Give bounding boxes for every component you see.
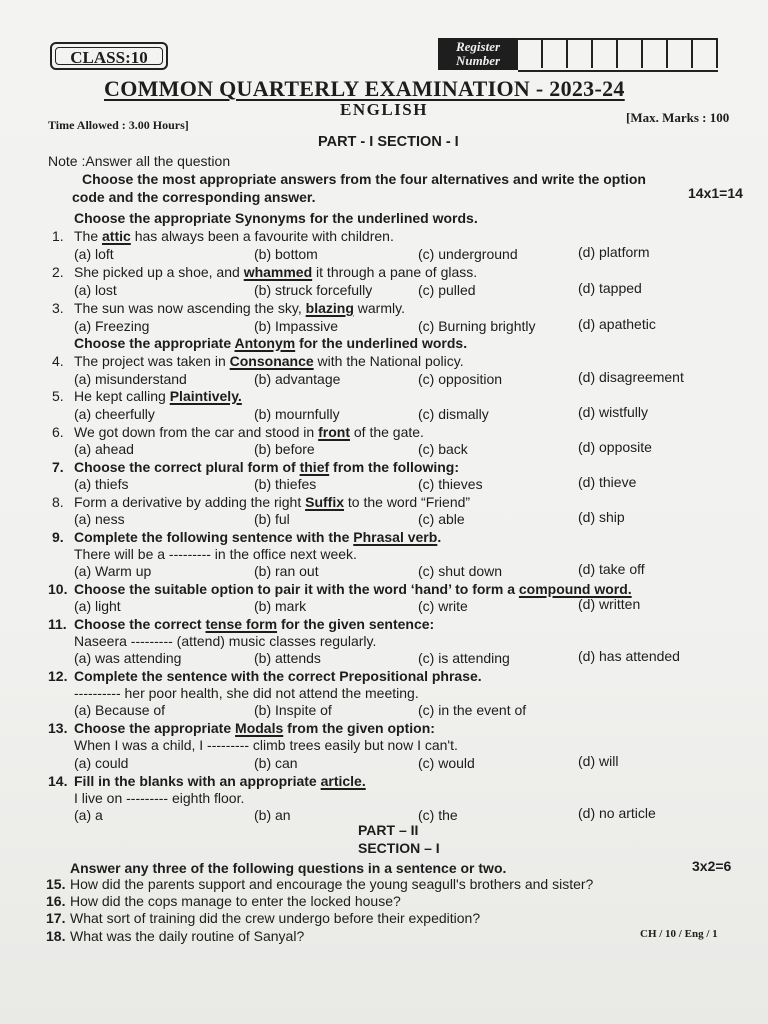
question-4-option-c: (c) opposition [418, 371, 503, 387]
note: Note :Answer all the question [48, 153, 231, 169]
antonym-instruction: Choose the appropriate Antonym for the underlined words. [74, 335, 468, 351]
question-number: 17. [46, 910, 66, 926]
question-text: The sun was now ascending the sky, [74, 300, 306, 316]
question-text: it through a pane of glass. [312, 264, 478, 280]
max-marks: [Max. Marks : 100 [626, 110, 730, 125]
question-6-option-a: (a) ahead [74, 441, 134, 457]
question-2-option-d: (d) tapped [578, 280, 642, 296]
question-3-text [52, 300, 405, 316]
register-digit-box [618, 40, 643, 68]
time-allowed: Time Allowed : 3.00 Hours] [48, 118, 189, 132]
question-text: He kept calling [74, 388, 170, 404]
question-key-word: thief [299, 459, 330, 475]
question-text: Choose the correct plural form of [74, 459, 300, 475]
register-digit-box [518, 40, 543, 68]
part2-marks: 3x2=6 [692, 858, 732, 874]
question-text: We got down from the car and stood in [74, 424, 319, 440]
question-text: Complete the sentence with the correct Prepositional phrase. [74, 668, 482, 684]
question-number: 14. [48, 773, 68, 789]
question-text: She picked up a shoe, and [74, 264, 244, 280]
question-number: 8. [52, 494, 64, 510]
question-1-text [52, 228, 394, 244]
question-text: for the given sentence: [277, 616, 435, 632]
question-number: 11. [48, 616, 67, 632]
question-8-option-a: (a) ness [74, 511, 125, 527]
question-key-word: Consonance [229, 353, 314, 369]
question-7-option-c: (c) thieves [418, 476, 483, 492]
question-10-option-b: (b) mark [254, 598, 307, 614]
question-number: 12. [48, 668, 68, 684]
question-3-option-c: (c) Burning brightly [418, 318, 536, 334]
register-digit-box [568, 40, 593, 68]
question-4-option-a: (a) misunderstand [74, 371, 187, 387]
question-9-option-d: (d) take off [578, 561, 645, 577]
question-11-option-c: (c) is attending [418, 650, 510, 666]
question-5-option-b: (b) mournfully [254, 406, 340, 422]
question-2-option-b: (b) struck forcefully [254, 282, 373, 298]
question-key-word: tense form [205, 616, 278, 632]
question-number: 4. [52, 353, 64, 369]
question-key-word: Phrasal verb [353, 529, 438, 545]
register-digit-box [693, 40, 718, 68]
question-11-option-d: (d) has attended [578, 648, 680, 664]
question-5-option-d: (d) wistfully [578, 404, 649, 420]
question-13-sentence: When I was a child, I --------- climb trees easily but now I can't. [74, 737, 458, 753]
question-3-option-b: (b) Impassive [254, 318, 339, 334]
question-9-option-c: (c) shut down [418, 563, 503, 579]
question-11-sentence: Naseera --------- (attend) music classes regularly. [74, 633, 377, 649]
question-text: warmly. [353, 300, 405, 316]
question-text: What sort of training did the crew undergo before their expedition? [70, 910, 481, 926]
question-7-option-d: (d) thieve [578, 474, 637, 490]
question-12-text [48, 668, 482, 684]
register-digit-box [643, 40, 668, 68]
question-number: 1. [52, 228, 64, 244]
question-number: 15. [46, 876, 66, 892]
class-label-box [50, 42, 168, 70]
question-7-option-a: (a) thiefs [74, 476, 129, 492]
question-1-option-d: (d) platform [578, 244, 650, 260]
question-key-word: Modals [235, 720, 284, 736]
question-14-option-b: (b) an [254, 807, 291, 823]
question-key-word: whammed [243, 264, 313, 280]
question-text: The [74, 228, 103, 244]
question-13-option-b: (b) can [254, 755, 298, 771]
question-text: has always been a favourite with children. [130, 228, 394, 244]
question-6-option-c: (c) back [418, 441, 468, 457]
question-2-option-a: (a) lost [74, 282, 117, 298]
question-number: 2. [52, 264, 64, 280]
question-text: How did the parents support and encourage the young seagull's brothers and sister? [70, 876, 594, 892]
question-2-option-c: (c) pulled [418, 282, 476, 298]
question-5-option-c: (c) dismally [418, 406, 489, 422]
question-key-word: attic [102, 228, 131, 244]
question-13-text [48, 720, 435, 736]
question-10-option-c: (c) write [418, 598, 468, 614]
question-1-option-b: (b) bottom [254, 246, 318, 262]
question-number: 6. [52, 424, 64, 440]
question-key-word: blazing [305, 300, 354, 316]
question-7-text [52, 459, 459, 475]
question-14-option-d: (d) no article [578, 805, 656, 821]
part2-heading: PART – II [358, 822, 419, 838]
class-label: CLASS:10 [55, 47, 163, 65]
question-number: 9. [52, 529, 64, 545]
question-number: 18. [46, 928, 66, 944]
question-2-text [52, 264, 477, 280]
question-1-option-a: (a) loft [74, 246, 114, 262]
question-text: . [437, 529, 442, 545]
register-digit-box [543, 40, 568, 68]
question-8-text [52, 494, 470, 510]
part2-question-4 [46, 928, 304, 944]
exam-title: COMMON QUARTERLY EXAMINATION - 2023-24 [104, 76, 625, 101]
question-6-option-d: (d) opposite [578, 439, 652, 455]
question-5-option-a: (a) cheerfully [74, 406, 155, 422]
question-6-option-b: (b) before [254, 441, 315, 457]
question-text: Choose the appropriate [74, 720, 236, 736]
question-7-option-b: (b) thiefes [254, 476, 317, 492]
question-10-option-d: (d) written [578, 596, 641, 612]
question-number: 5. [52, 388, 64, 404]
question-14-sentence: I live on --------- eighth floor. [74, 790, 245, 806]
question-text: from the following: [329, 459, 460, 475]
register-digit-box [593, 40, 618, 68]
question-number: 10. [48, 581, 68, 597]
register-number-label: Register Number [438, 38, 518, 70]
part2-question-2 [46, 893, 401, 909]
part2-question-3 [46, 910, 480, 926]
question-13-option-a: (a) could [74, 755, 129, 771]
paper-code: CH / 10 / Eng / 1 [640, 928, 718, 940]
question-8-option-b: (b) ful [254, 511, 290, 527]
question-11-option-a: (a) was attending [74, 650, 182, 666]
question-text: What was the daily routine of Sanyal? [70, 928, 305, 944]
question-number: 7. [52, 459, 64, 475]
question-14-text [48, 773, 366, 789]
question-text: The project was taken in [74, 353, 230, 369]
question-12-option-b: (b) Inspite of [254, 702, 332, 718]
question-11-option-b: (b) attends [254, 650, 321, 666]
question-8-option-c: (c) able [418, 511, 465, 527]
question-9-option-a: (a) Warm up [74, 563, 152, 579]
question-12-option-a: (a) Because of [74, 702, 166, 718]
question-8-option-d: (d) ship [578, 509, 625, 525]
question-9-sentence: There will be a --------- in the office next week. [74, 546, 357, 562]
question-5-text [52, 388, 242, 404]
question-10-text [48, 581, 632, 597]
question-13-option-d: (d) will [578, 753, 619, 769]
question-14-option-c: (c) the [418, 807, 458, 823]
register-digit-box [668, 40, 693, 68]
question-11-text [48, 616, 434, 632]
part1-heading: PART - I SECTION - I [318, 134, 459, 150]
question-3-option-d: (d) apathetic [578, 316, 656, 332]
question-number: 13. [48, 720, 68, 736]
part2-instruction: Answer any three of the following questions in a sentence or two. [70, 860, 507, 876]
question-key-word: article. [320, 773, 366, 789]
part2-section: SECTION – I [358, 840, 440, 856]
subject-title: ENGLISH [340, 100, 428, 119]
question-text: Complete the following sentence with the [74, 529, 354, 545]
question-number: 16. [46, 893, 66, 909]
instruction-line1: Choose the most appropriate answers from the four alternatives and write the option [82, 171, 646, 187]
question-key-word: Plaintively. [169, 388, 242, 404]
question-13-option-c: (c) would [418, 755, 475, 771]
question-3-option-a: (a) Freezing [74, 318, 150, 334]
question-text: Form a derivative by adding the right [74, 494, 306, 510]
part1-marks: 14x1=14 [688, 185, 743, 201]
question-key-word: compound word. [518, 581, 632, 597]
question-key-word: Suffix [305, 494, 345, 510]
question-key-word: front [318, 424, 350, 440]
question-text: Choose the correct [74, 616, 206, 632]
question-text: from the given option: [283, 720, 435, 736]
question-9-text [52, 529, 441, 545]
question-text: How did the cops manage to enter the locked house? [70, 893, 401, 909]
part2-question-1 [46, 876, 593, 892]
question-12-option-c: (c) in the event of [418, 702, 527, 718]
question-6-text [52, 424, 424, 440]
question-text: Fill in the blanks with an appropriate [74, 773, 321, 789]
question-9-option-b: (b) ran out [254, 563, 319, 579]
question-4-option-b: (b) advantage [254, 371, 341, 387]
question-10-option-a: (a) light [74, 598, 121, 614]
synonyms-instruction: Choose the appropriate Synonyms for the underlined words. [74, 210, 478, 226]
register-number-boxes [518, 38, 718, 72]
question-1-option-c: (c) underground [418, 246, 518, 262]
question-text: to the word “Friend” [344, 494, 471, 510]
question-text: with the National policy. [313, 353, 464, 369]
instruction-line2: code and the corresponding answer. [72, 189, 316, 205]
question-4-text [52, 353, 464, 369]
question-number: 3. [52, 300, 64, 316]
question-14-option-a: (a) a [74, 807, 103, 823]
question-text: Choose the suitable option to pair it with the word ‘hand’ to form a [74, 581, 519, 597]
question-12-sentence: ---------- her poor health, she did not attend the meeting. [74, 685, 419, 701]
question-text: of the gate. [350, 424, 424, 440]
question-4-option-d: (d) disagreement [578, 369, 684, 385]
